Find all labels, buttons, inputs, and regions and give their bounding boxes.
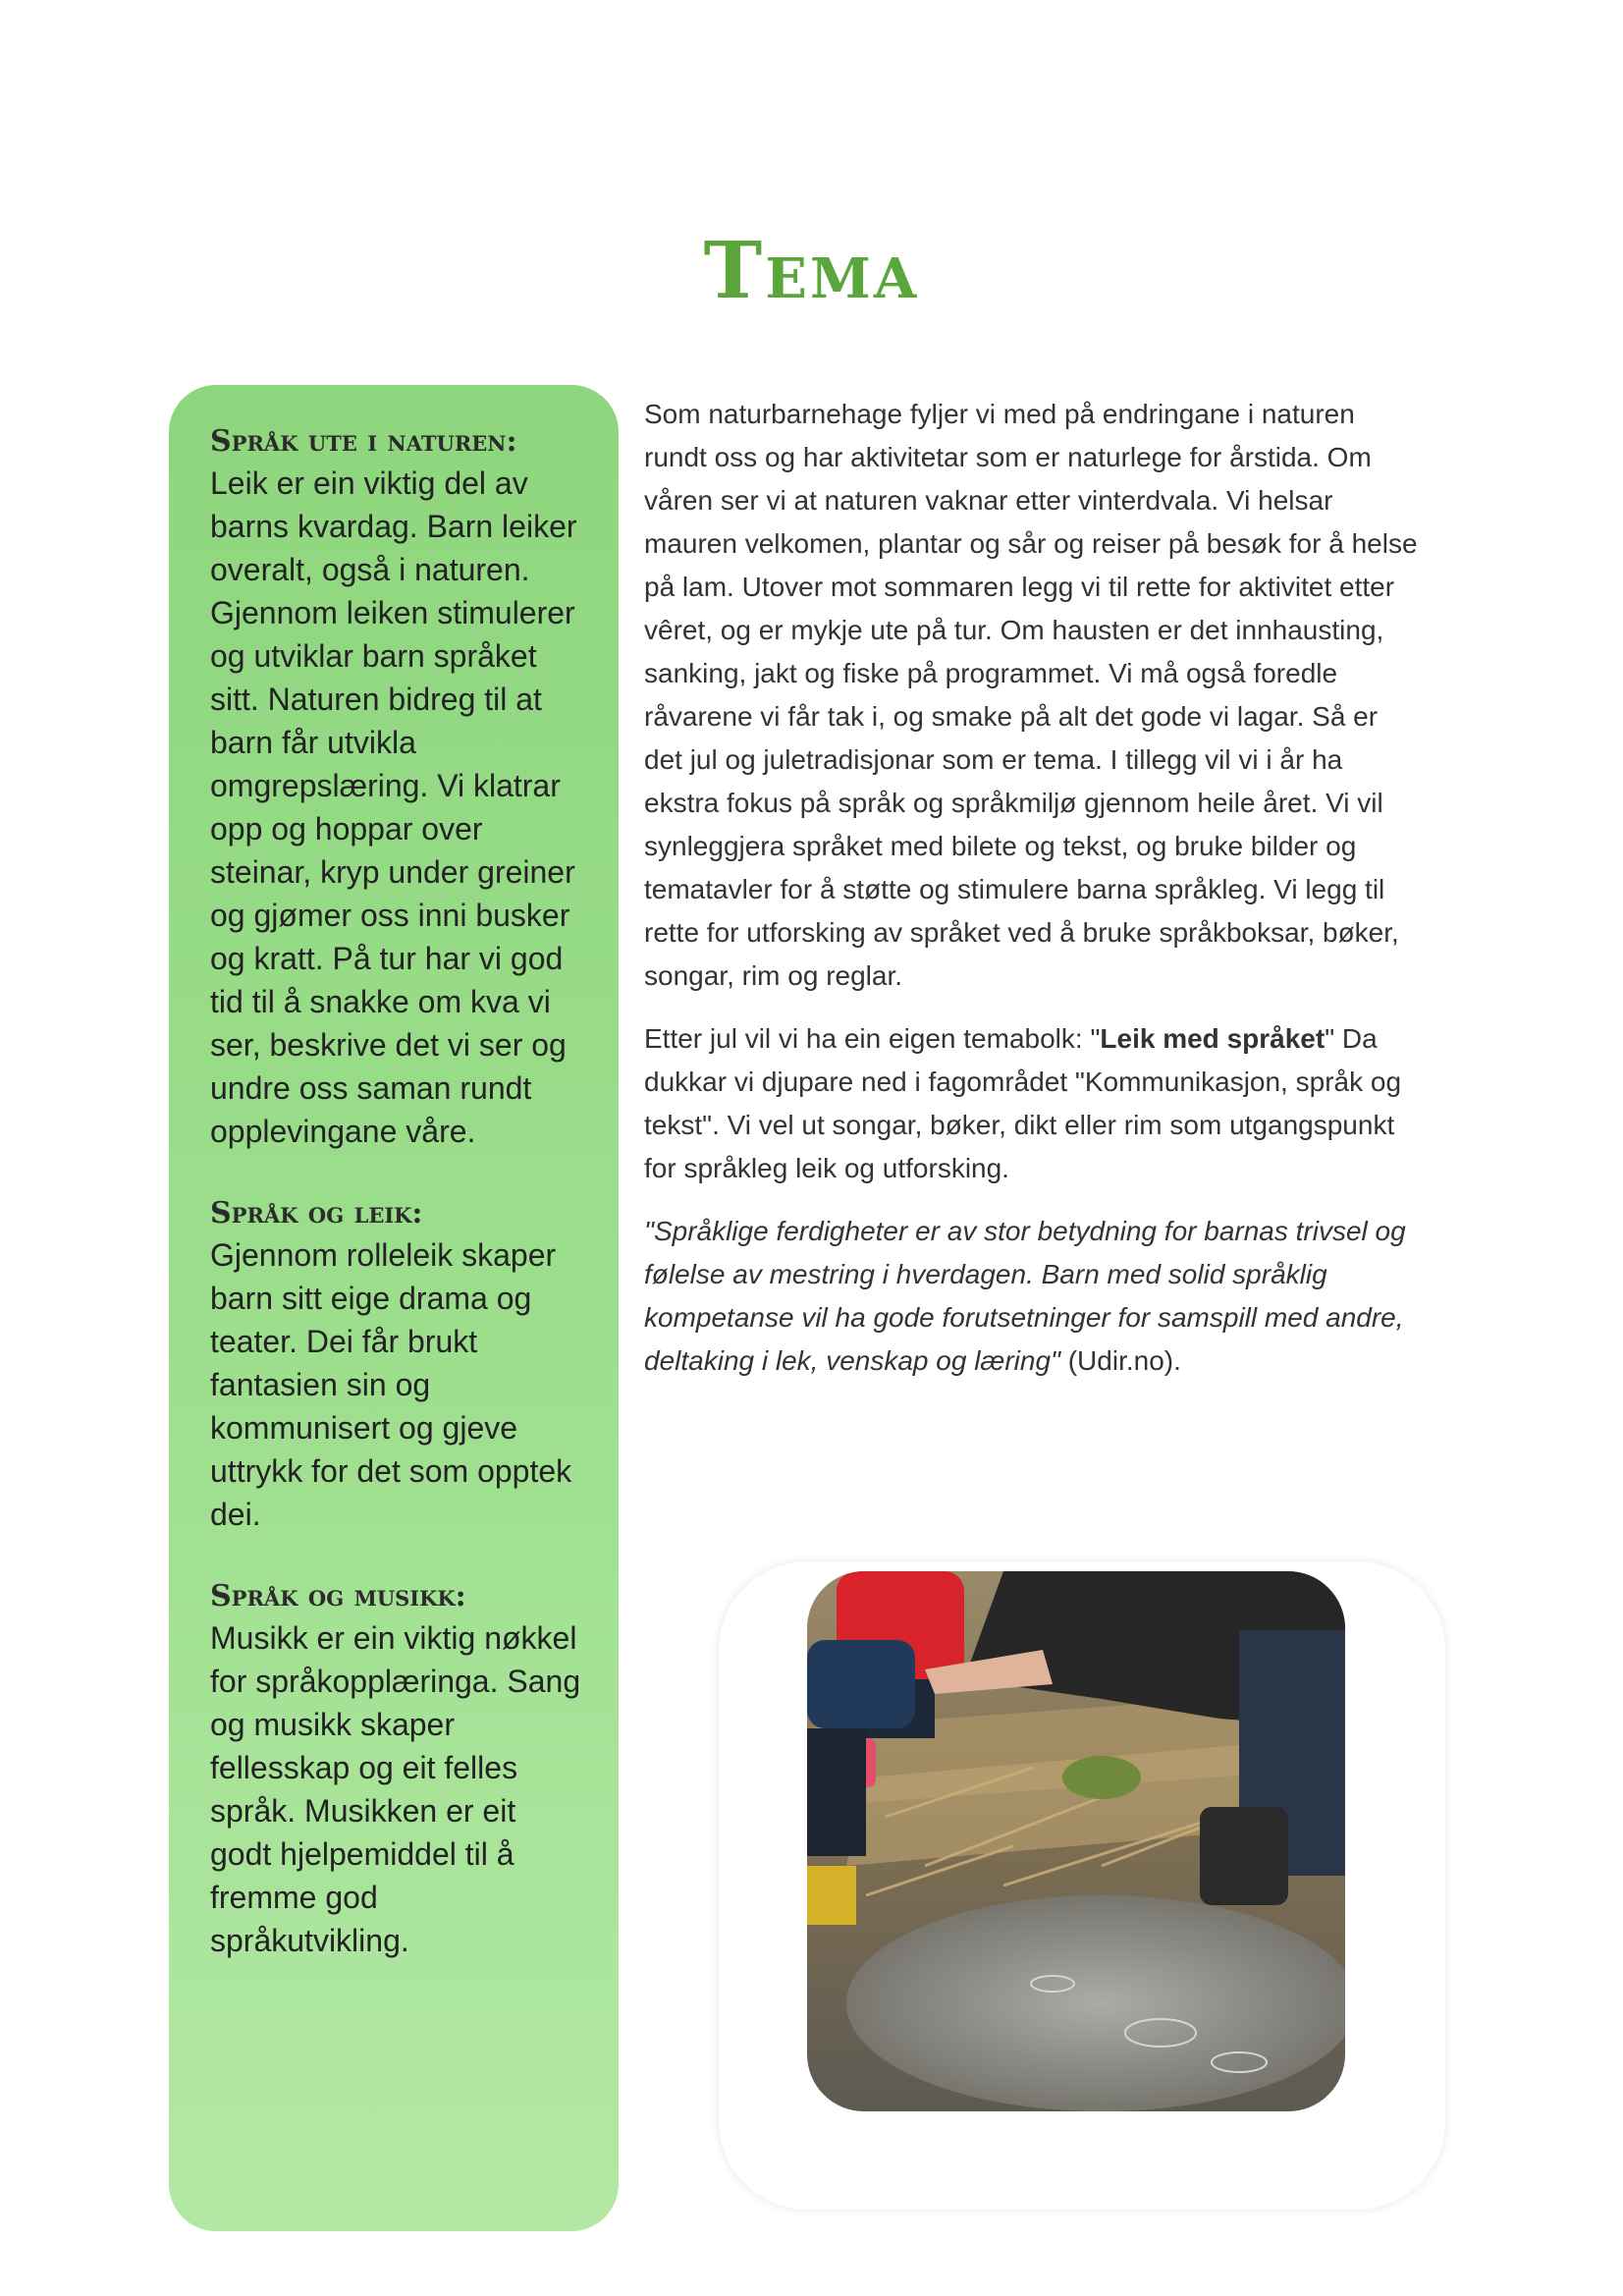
section-text: Leik er ein viktig del av barns kvardag. Barn leiker overalt, også i naturen. Gjennom leiken stimulerer og utviklar barn språket sitt. Naturen bidreg til at barn får utvikla omgrepslæring. Vi klatrar opp og hoppar over steinar, kryp under greiner og gjømer oss inni busker og kratt. På tur har vi god tid til å snakke om kva vi ser, beskrive det vi ser og undre oss saman rundt opplevingane våre. xyxy=(210,465,577,1149)
section-heading: Språk ute i naturen: xyxy=(210,424,517,459)
section-text: Gjennom rolleleik skaper barn sitt eige drama og teater. Dei får brukt fantasien sin og kommunisert og gjeve uttrykk for det som opptek dei. xyxy=(210,1237,572,1532)
section-heading: Språk og musikk: xyxy=(210,1579,466,1613)
sidebar-section-leik xyxy=(210,1194,583,1536)
temabolk-paragraph xyxy=(644,1017,1420,1190)
section-text: Musikk er ein viktig nøkkel for språkopplæringa. Sang og musikk skaper fellesskap og eit felles språk. Musikken er eit godt hjelpemiddel til å fremme god språkutvikling. xyxy=(210,1620,581,1958)
main-text-column xyxy=(644,393,1420,1402)
sidebar-section-ute xyxy=(210,422,583,1153)
temabolk-text-end: " Da dukkar vi djupare ned i fagområdet "Kommunikasjon, språk og tekst". Vi vel ut songar, bøker, dikt eller rim som utgangspunkt for språkleg leik og utforsking. xyxy=(644,1023,1402,1183)
section-heading: Språk og leik: xyxy=(210,1196,423,1230)
children-in-nature-photo xyxy=(807,1571,1345,2111)
page-title: Tema xyxy=(703,224,920,316)
sidebar-section-musikk xyxy=(210,1577,583,1962)
intro-paragraph: Som naturbarnehage fyljer vi med på endringane i naturen rundt oss og har aktivitetar som er naturlege for årstida. Om våren ser vi at naturen vaknar etter vinterdvala. Vi helsar mauren velkomen, plantar og sår og reiser på besøk for å helse på lam. Utover mot sommaren legg vi til rette for aktivitet etter vêret, og er mykje ute på tur. Om hausten er det innhausting, sanking, jakt og fiske på programmet. Vi må også foredle råvarene vi får tak i, og smake på alt det gode vi lagar. Så er det jul og juletradisjonar som er tema. I tillegg vil vi i år ha ekstra fokus på språk og språkmiljø gjennom heile året. Vi vil synleggjera språket med bilete og tekst, og bruke bilder og tematavler for å støtte og stimulere barna språkleg. Vi legg til rette for utforsking av språket ved å bruke språkboksar, bøker, songar, rim og reglar. xyxy=(644,399,1418,991)
quote-paragraph xyxy=(644,1210,1420,1383)
temabolk-text-start: Etter jul vil vi ha ein eigen temabolk: " xyxy=(644,1023,1101,1054)
temabolk-name: Leik med språket xyxy=(1100,1023,1325,1054)
sidebar-box xyxy=(169,385,619,2231)
quote-source: (Udir.no). xyxy=(1067,1345,1181,1376)
quote-text: "Språklige ferdigheter er av stor betydning for barnas trivsel og følelse av mestring i hverdagen. Barn med solid språklig kompetanse vil ha gode forutsetninger for samspill med andre, deltaking i lek, venskap og læring" xyxy=(644,1216,1406,1376)
